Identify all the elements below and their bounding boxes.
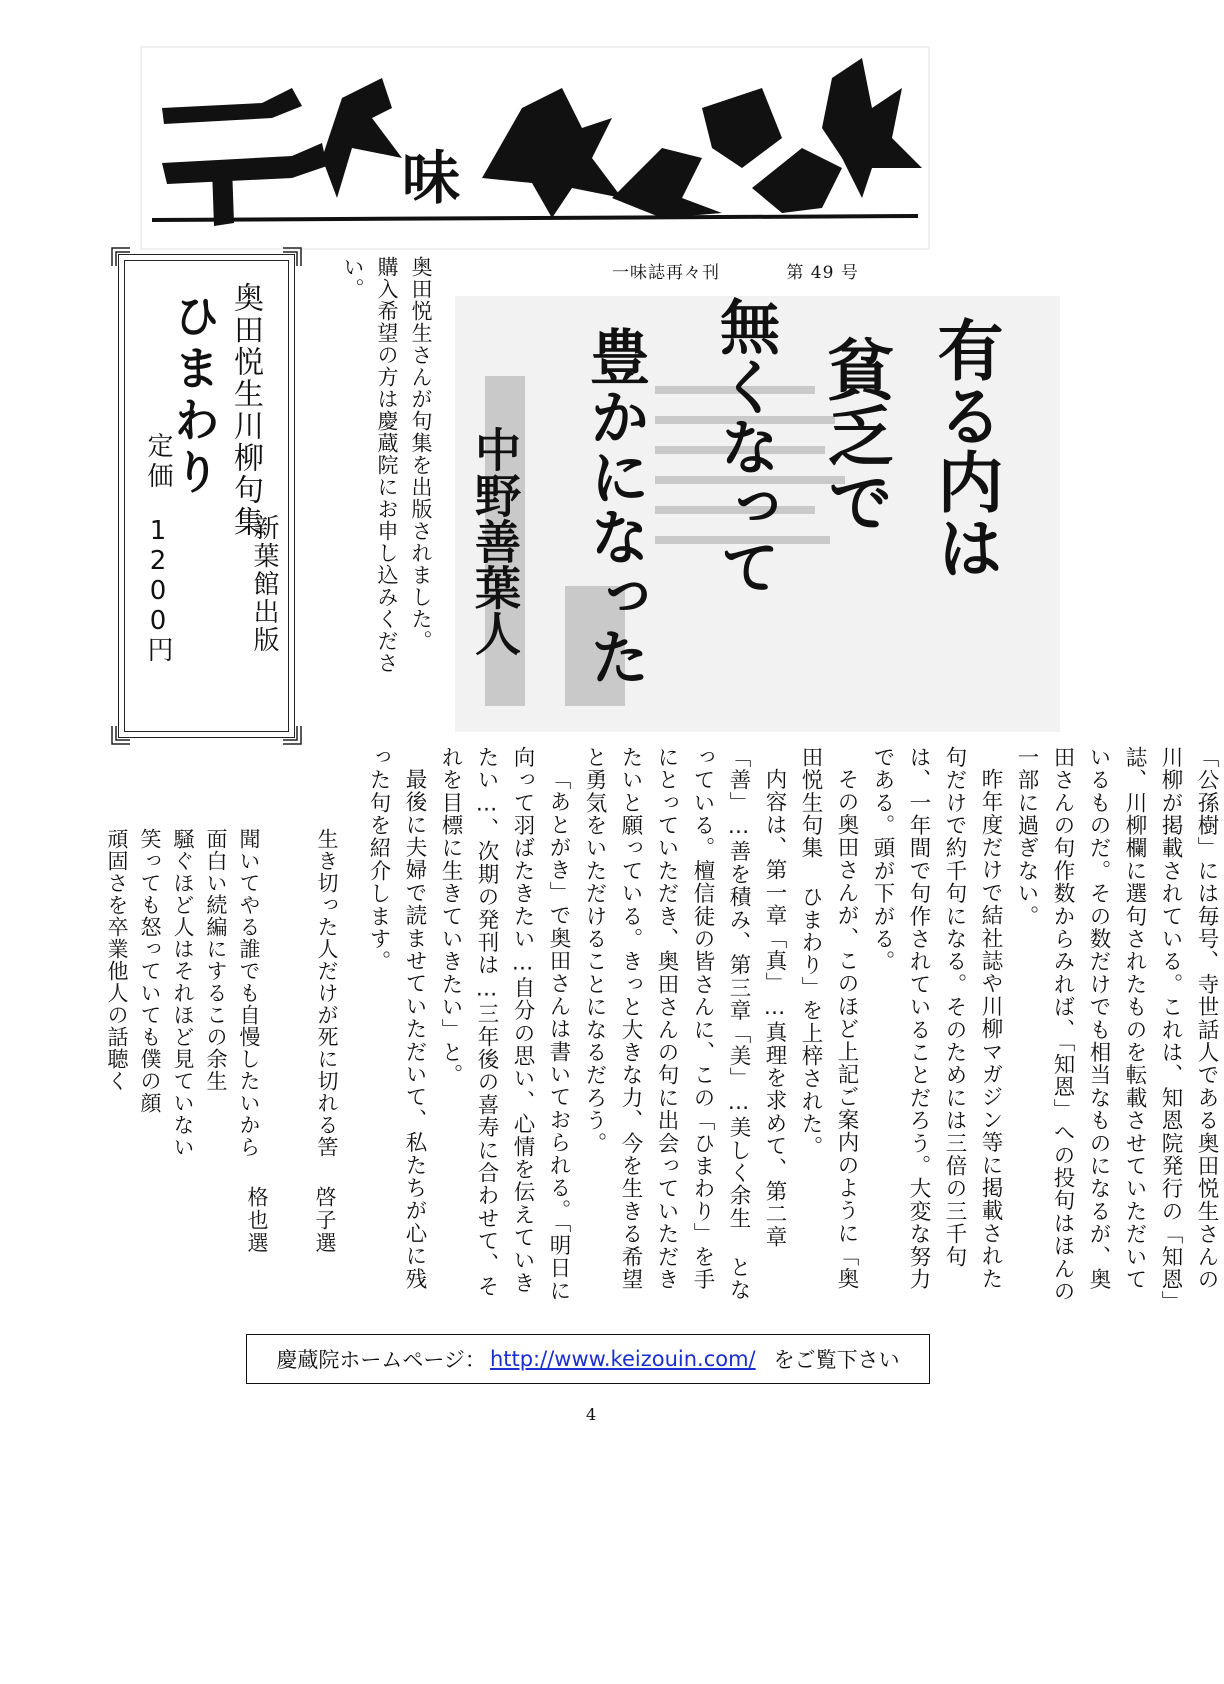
book-price-label: 定価 [143,432,173,492]
issue-series: 一味誌再々刊 [612,263,720,283]
haiku-line: 笑っても怒っていても僕の顔 [138,828,162,1114]
page-number: 4 [586,1405,597,1424]
calligraphy-line-3: 無くなって [710,296,780,596]
haiku-selector-2: 格也選 [245,1186,269,1255]
haiku-line: 頑固さを卒業他人の話聴く [105,828,129,1092]
homepage-link[interactable]: http://www.keizouin.com/ [489,1347,756,1371]
frame-corner-ornament [281,724,303,746]
frame-corner-ornament [110,724,132,746]
article-paragraph: 昨年度だけで結社誌や川柳マガジン等に掲載された句だけで約千句になる。そのためには三倍の三千句は、一年間で句作されていることだろう。大変な努力である。頭が下がる。 [870,746,1003,1291]
homepage-label: 慶蔵院ホームページ： [276,1348,486,1372]
haiku-line: 聞いてやる誰でも自慢したいから [237,828,261,1158]
book-publisher: 新葉館出版 [249,514,279,654]
masthead-logo-text: 味 [402,144,461,212]
issue-line [612,258,919,283]
book-price: 1200円 [143,516,173,662]
homepage-suffix: をご覧下さい [773,1348,900,1372]
frame-corner-ornament [281,246,303,268]
article-paragraph: 「公孫樹」には毎号、寺世話人である奥田悦生さんの川柳が掲載されている。これは、知恩院発行の「知恩」誌、川柳欄に選句されたものを転載させていただいているものだ。その数だけでも相当なものになるが、奥田さんの句作数からみれば、「知恩」への投句はほんの一部に過ぎない。 [1014,746,1219,1303]
haiku-line: 騒ぐほど人はそれほど見ていない [171,828,195,1158]
issue-number: 第 49 号 [786,263,859,283]
calligraphy-image [455,296,1060,732]
calligraphy-line-4: 豊かになった [580,326,650,686]
haiku-line: 生き切った人だけが死に切れる筈 [315,828,339,1158]
masthead-woodcut [142,48,928,248]
book-name: ひまわり [167,292,221,500]
masthead-banner [140,46,930,250]
haiku-selector-1: 啓子選 [313,1186,337,1255]
book-advert-box [118,254,295,738]
article-paragraph: 最後に夫婦で読ませていただいて、私たちが心に残った句を紹介します。 [366,746,427,1290]
article-body [360,746,1224,1306]
article-paragraph: その奥田さんが、このほど上記ご案内のように「奥田悦生句集 ひまわり」を上梓された。 [798,746,859,1290]
calligraphy-artwork [455,296,1060,732]
frame-corner-ornament [110,246,132,268]
homepage-box [246,1334,930,1384]
haiku-line: 面白い続編にするこの余生 [204,828,228,1092]
haiku-group-2 [100,828,265,1298]
notice-line-2: 購入希望の方は慶蔵院にお申し込みください。 [341,256,399,674]
article-paragraph: 内容は、第一章「真」…真理を求めて、第二章「善」…善を積み、第三章「美」…美しく余生 となっている。檀信徒の皆さんに、この「ひまわり」を手にとっていただき、奥田さんの句に出会っていただきたいと願っている。きっと大きな力、今を生きる希望と勇気をいただけることになるだろう。 [582,746,787,1302]
article-paragraph: 「あとがき」で奥田さんは書いておられる。「明日に向って羽ばたきたい…自分の思い、心情を伝えていきたい…、次期の発刊は…三年後の喜寿に合わせて、それを目標に生きていきたい」と。 [438,746,571,1302]
book-notice [336,256,438,696]
book-title: 奥田悦生川柳句集 [228,282,263,538]
calligraphy-line-1: 有る内は [926,316,1004,580]
calligraphy-line-2: 貧乏で [816,336,894,534]
calligraphy-author: 中野善葉人 [468,426,522,656]
notice-line-1: 奥田悦生さんが句集を出版されました。 [409,256,433,652]
